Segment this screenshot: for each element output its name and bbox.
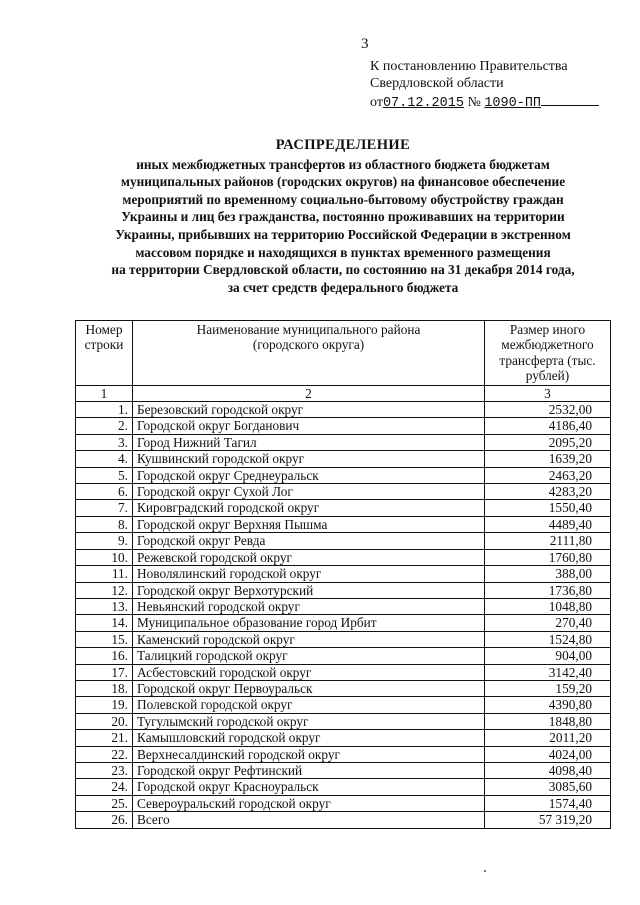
row-name: Верхнесалдинский городской округ: [133, 746, 485, 762]
row-amount: 4390,80: [485, 697, 611, 713]
row-amount: 2532,00: [485, 402, 611, 418]
row-name: Новолялинский городской округ: [133, 566, 485, 582]
row-name: Городской округ Среднеуральск: [133, 467, 485, 483]
row-number: 22.: [76, 746, 133, 762]
column-index-row: [76, 385, 611, 401]
header-amount: Размер иного межбюджетного трансферта (тыс. рублей): [485, 321, 611, 386]
row-amount: 270,40: [485, 615, 611, 631]
header-num: Номер строки: [76, 321, 133, 386]
row-amount: 4186,40: [485, 418, 611, 434]
table-row: [76, 566, 611, 582]
scan-speck: [484, 870, 486, 872]
row-name: Городской округ Верхняя Пышма: [133, 516, 485, 532]
row-number: 21.: [76, 730, 133, 746]
number-sign: №: [467, 95, 481, 110]
row-amount: 1524,80: [485, 631, 611, 647]
attachment-line-1: К постановлению Правительства: [370, 59, 568, 74]
row-number: 11.: [76, 566, 133, 582]
heading-line: мероприятий по временному социально-бытовому обустройству граждан: [122, 191, 564, 207]
heading-line: за счет средств федерального бюджета: [227, 279, 459, 295]
row-amount: 159,20: [485, 680, 611, 696]
from-label: от: [370, 95, 383, 110]
row-name: Полевской городской округ: [133, 697, 485, 713]
row-name: Кировградский городской округ: [133, 500, 485, 516]
row-amount: 1048,80: [485, 598, 611, 614]
row-name: Невьянский городской округ: [133, 598, 485, 614]
row-number: 9.: [76, 533, 133, 549]
row-number: 7.: [76, 500, 133, 516]
row-number: 4.: [76, 451, 133, 467]
resolution-number: 1090-ПП: [484, 96, 542, 111]
row-amount: 57 319,20: [485, 812, 611, 828]
index-1: 1: [76, 385, 133, 401]
row-number: 6.: [76, 484, 133, 500]
row-amount: 4024,00: [485, 746, 611, 762]
table-row: [76, 549, 611, 565]
table-row: [76, 615, 611, 631]
row-amount: 4489,40: [485, 516, 611, 532]
row-name: Городской округ Сухой Лог: [133, 484, 485, 500]
row-name: Городской округ Красноуральск: [133, 779, 485, 795]
table-row: [76, 582, 611, 598]
table-row: [76, 730, 611, 746]
row-name: Березовский городской округ: [133, 402, 485, 418]
attachment-date-line: [370, 92, 610, 112]
row-name: Кушвинский городской округ: [133, 451, 485, 467]
page-number: 3: [361, 36, 369, 52]
row-number: 25.: [76, 795, 133, 811]
row-name: Камышловский городской округ: [133, 730, 485, 746]
table-row: [76, 779, 611, 795]
heading-line: иных межбюджетных трансфертов из областного бюджета бюджетам: [136, 156, 550, 172]
table-header-row: [76, 321, 611, 386]
row-name: Городской округ Рефтинский: [133, 762, 485, 778]
heading-line: на территории Свердловской области, по состоянию на 31 декабря 2014 года,: [111, 262, 575, 278]
row-name: Режевской городской округ: [133, 549, 485, 565]
row-number: 8.: [76, 516, 133, 532]
row-name: Талицкий городской округ: [133, 648, 485, 664]
row-amount: 3085,60: [485, 779, 611, 795]
table-body: [76, 402, 611, 829]
row-number: 15.: [76, 631, 133, 647]
table-row: [76, 631, 611, 647]
row-amount: 2463,20: [485, 467, 611, 483]
row-number: 3.: [76, 434, 133, 450]
row-amount: 2095,20: [485, 434, 611, 450]
table-row: [76, 680, 611, 696]
attachment-note: [370, 58, 610, 112]
row-name: Асбестовский городской округ: [133, 664, 485, 680]
row-number: 24.: [76, 779, 133, 795]
table-row: [76, 795, 611, 811]
row-name: Муниципальное образование город Ирбит: [133, 615, 485, 631]
underline-blank: [541, 92, 599, 106]
row-name: Город Нижний Тагил: [133, 434, 485, 450]
row-amount: 2111,80: [485, 533, 611, 549]
row-name: Городской округ Богданович: [133, 418, 485, 434]
row-number: 13.: [76, 598, 133, 614]
table-row: [76, 746, 611, 762]
index-3: 3: [485, 385, 611, 401]
row-number: 5.: [76, 467, 133, 483]
row-amount: 388,00: [485, 566, 611, 582]
row-amount: 4283,20: [485, 484, 611, 500]
row-number: 20.: [76, 713, 133, 729]
table-row: [76, 451, 611, 467]
table-row: [76, 533, 611, 549]
heading-line: Украины, прибывших на территорию Российской Федерации в экстренном: [115, 226, 571, 242]
table-row: [76, 516, 611, 532]
row-amount: 1736,80: [485, 582, 611, 598]
document-title: РАСПРЕДЕЛЕНИЕ: [275, 137, 411, 153]
index-2: 2: [133, 385, 485, 401]
resolution-date: 07.12.2015: [382, 96, 464, 111]
row-name: Городской округ Ревда: [133, 533, 485, 549]
row-amount: 1760,80: [485, 549, 611, 565]
table-row: [76, 598, 611, 614]
table-row: [76, 434, 611, 450]
row-name: Североуральский городской округ: [133, 795, 485, 811]
table-row: [76, 713, 611, 729]
row-number: 17.: [76, 664, 133, 680]
heading-line: муниципальных районов (городских округов) на финансовое обеспечение: [120, 174, 566, 190]
row-amount: 1550,40: [485, 500, 611, 516]
row-number: 12.: [76, 582, 133, 598]
table-row: [76, 418, 611, 434]
table-row: [76, 648, 611, 664]
document-heading: [78, 137, 608, 296]
row-name: Каменский городской округ: [133, 631, 485, 647]
attachment-line-2: Свердловской области: [370, 76, 504, 91]
row-name: Городской округ Первоуральск: [133, 680, 485, 696]
table-row: [76, 467, 611, 483]
row-number: 19.: [76, 697, 133, 713]
row-number: 10.: [76, 549, 133, 565]
row-amount: 1639,20: [485, 451, 611, 467]
row-amount: 2011,20: [485, 730, 611, 746]
table-row: [76, 697, 611, 713]
row-number: 1.: [76, 402, 133, 418]
row-number: 18.: [76, 680, 133, 696]
row-amount: 4098,40: [485, 762, 611, 778]
table-row: [76, 762, 611, 778]
row-number: 2.: [76, 418, 133, 434]
table-row: [76, 402, 611, 418]
heading-line: массовом порядке и находящихся в пунктах временного размещения: [135, 244, 551, 260]
table-row: [76, 484, 611, 500]
table-row: [76, 500, 611, 516]
row-amount: 3142,40: [485, 664, 611, 680]
heading-lines: [78, 156, 608, 297]
row-number: 16.: [76, 648, 133, 664]
row-amount: 904,00: [485, 648, 611, 664]
row-name: Всего: [133, 812, 485, 828]
row-name: Тугулымский городской округ: [133, 713, 485, 729]
row-number: 26.: [76, 812, 133, 828]
row-amount: 1574,40: [485, 795, 611, 811]
table-row: [76, 812, 611, 828]
distribution-table: [75, 320, 611, 829]
table-row: [76, 664, 611, 680]
row-amount: 1848,80: [485, 713, 611, 729]
header-name: Наименование муниципального района (городского округа): [133, 321, 485, 386]
row-number: 23.: [76, 762, 133, 778]
row-name: Городской округ Верхотурский: [133, 582, 485, 598]
heading-line: Украины и лиц без гражданства, постоянно проживавших на территории: [121, 209, 565, 225]
row-number: 14.: [76, 615, 133, 631]
